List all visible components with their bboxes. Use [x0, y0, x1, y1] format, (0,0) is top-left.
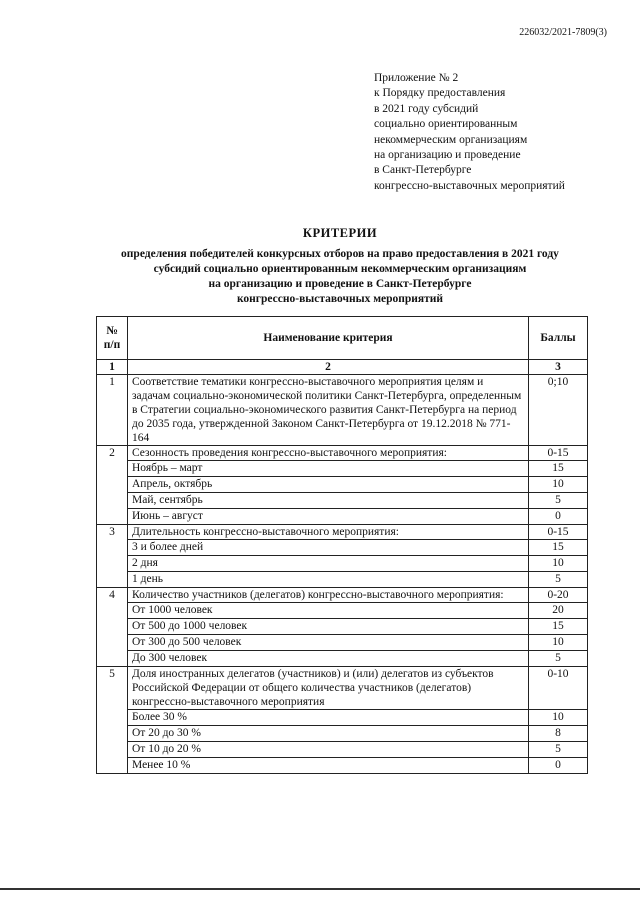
option-points: 10 [529, 635, 588, 651]
criterion-number: 2 [97, 446, 128, 525]
option-row [97, 572, 588, 588]
appendix-line: к Порядку предоставления [374, 87, 506, 100]
criterion-points: 0;10 [529, 375, 588, 446]
option-row [97, 651, 588, 667]
subtitle-line: субсидий социально ориентированным некоммерческим организациям [153, 263, 527, 275]
option-label: 1 день [128, 572, 529, 588]
option-label: Апрель, октябрь [128, 477, 529, 493]
criterion-row [97, 525, 588, 540]
criterion-name: Сезонность проведения конгрессно-выставочного мероприятия: [128, 446, 529, 461]
appendix-line: конгрессно-выставочных мероприятий [374, 179, 565, 192]
criterion-row [97, 446, 588, 461]
appendix-line: социально ориентированным [374, 118, 518, 131]
option-label: Менее 10 % [128, 758, 529, 774]
option-row [97, 758, 588, 774]
option-label: От 500 до 1000 человек [128, 619, 529, 635]
appendix-line: в Санкт-Петербурге [374, 164, 472, 177]
option-label: 3 и более дней [128, 540, 529, 556]
document-title: КРИТЕРИИ [302, 226, 378, 240]
option-row [97, 509, 588, 525]
option-points: 15 [529, 540, 588, 556]
option-label: От 20 до 30 % [128, 726, 529, 742]
criterion-number: 5 [97, 667, 128, 774]
criterion-points: 0-10 [529, 667, 588, 710]
option-points: 10 [529, 477, 588, 493]
criterion-points: 0-15 [529, 446, 588, 461]
appendix-line: некоммерческим организациям [374, 133, 528, 146]
option-row [97, 635, 588, 651]
criteria-table [96, 316, 588, 774]
option-label: От 10 до 20 % [128, 742, 529, 758]
option-row [97, 556, 588, 572]
criterion-row [97, 375, 588, 446]
criterion-number: 4 [97, 588, 128, 667]
option-row [97, 603, 588, 619]
criterion-row [97, 667, 588, 710]
option-points: 5 [529, 572, 588, 588]
option-row [97, 710, 588, 726]
criterion-number: 1 [97, 375, 128, 446]
table-header-row [97, 317, 588, 360]
subtitle-line: определения победителей конкурсных отборов на право предоставления в 2021 году [121, 248, 559, 260]
criterion-points: 0-20 [529, 588, 588, 603]
option-label: От 1000 человек [128, 603, 529, 619]
option-row [97, 619, 588, 635]
option-points: 20 [529, 603, 588, 619]
criterion-name: Соответствие тематики конгрессно-выставочного мероприятия целям и задачам социально-экономической политики Санкт-Петербурга, определенным в Стратегии социально-экономического развития Санкт-Петербурга на период до 2035 года, утвержденной Законом Санкт-Петербурга от 19.12.2018 № 771-164 [128, 375, 529, 446]
appendix-note [374, 71, 565, 194]
option-row [97, 726, 588, 742]
option-row [97, 477, 588, 493]
option-points: 10 [529, 710, 588, 726]
option-points: 5 [529, 493, 588, 509]
column-number: 2 [128, 360, 529, 375]
option-label: Ноябрь – март [128, 461, 529, 477]
criterion-name: Доля иностранных делегатов (участников) и (или) делегатов из субъектов Российской Федерации от общего количества участников (делегатов) конгрессно-выставочного мероприятия [128, 667, 529, 710]
appendix-line: Приложение № 2 [374, 72, 459, 84]
appendix-line: на организацию и проведение [374, 149, 521, 162]
option-row [97, 540, 588, 556]
column-number: 3 [529, 360, 588, 375]
option-points: 15 [529, 461, 588, 477]
option-points: 5 [529, 742, 588, 758]
option-label: Более 30 % [128, 710, 529, 726]
subtitle-line: на организацию и проведение в Санкт-Петербурге [208, 278, 472, 290]
option-points: 0 [529, 758, 588, 774]
document-title-block [60, 226, 620, 307]
criterion-number: 3 [97, 525, 128, 588]
option-points: 0 [529, 509, 588, 525]
option-label: Июнь – август [128, 509, 529, 525]
criterion-name: Количество участников (делегатов) конгрессно-выставочного мероприятия: [128, 588, 529, 603]
header-points: Баллы [529, 317, 588, 360]
page-bottom-rule [0, 888, 640, 890]
document-number: 226032/2021-7809(3) [519, 27, 607, 38]
option-points: 8 [529, 726, 588, 742]
option-row [97, 742, 588, 758]
column-number: 1 [97, 360, 128, 375]
column-number-row [97, 360, 588, 375]
appendix-line: в 2021 году субсидий [374, 102, 479, 115]
criterion-points: 0-15 [529, 525, 588, 540]
criterion-row [97, 588, 588, 603]
option-points: 15 [529, 619, 588, 635]
option-points: 5 [529, 651, 588, 667]
option-label: До 300 человек [128, 651, 529, 667]
option-label: Май, сентябрь [128, 493, 529, 509]
option-row [97, 461, 588, 477]
criterion-name: Длительность конгрессно-выставочного мероприятия: [128, 525, 529, 540]
option-label: От 300 до 500 человек [128, 635, 529, 651]
header-criterion-name: Наименование критерия [128, 317, 529, 360]
header-number: № п/п [97, 317, 128, 360]
option-row [97, 493, 588, 509]
option-points: 10 [529, 556, 588, 572]
option-label: 2 дня [128, 556, 529, 572]
subtitle-line: конгрессно-выставочных мероприятий [236, 293, 444, 305]
